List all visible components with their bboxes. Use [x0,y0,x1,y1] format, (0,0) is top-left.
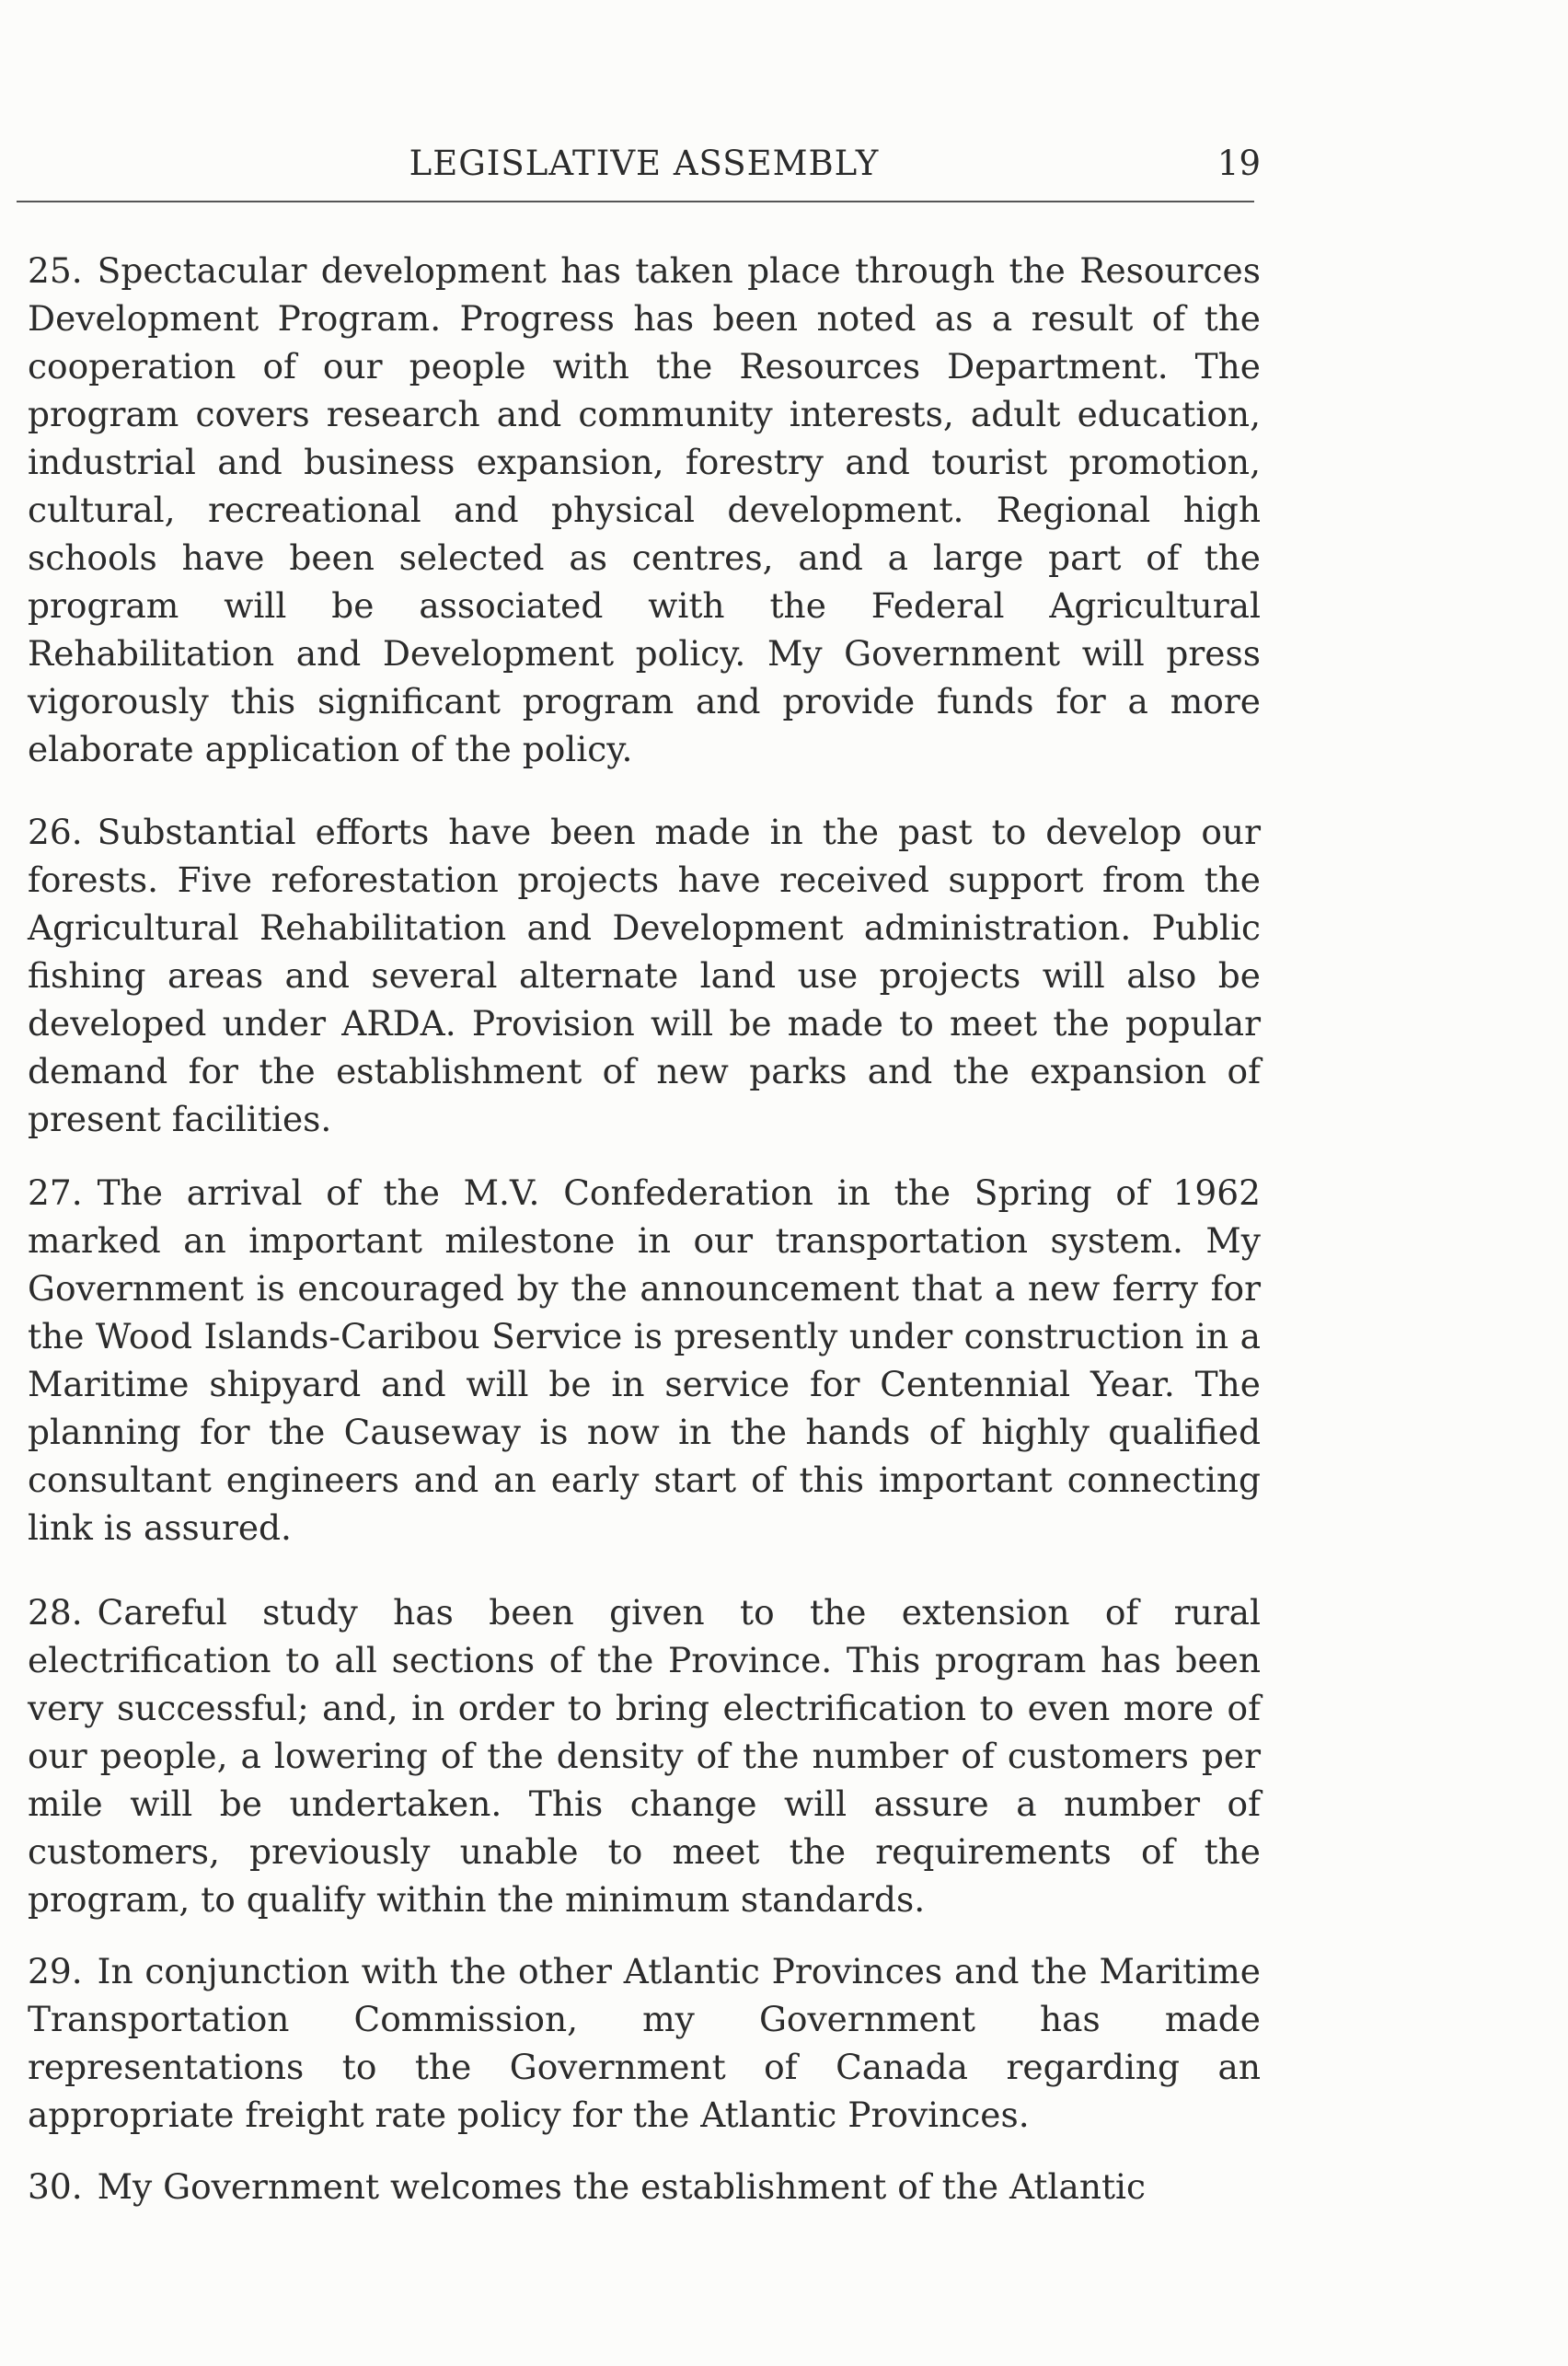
paragraph-text: Careful study has been given to the extension of rural electrification to all sections of the Province. This program has been very successful; and, in order to bring electrification to even more of our people, a lowering of the density of the number of customers per mile will be undertaken. This change will assure a number of customers, previously unable to meet the requirements of the program, to qualify within the minimum standards. [28,1592,1261,1920]
paragraph-number: 28. [28,1592,83,1633]
paragraph-text: Substantial efforts have been made in the past to develop our forests. Five reforestation projects have received support from the Agricultural Rehabilitation and Development administration. Public fishing areas and several alternate land use projects will also be developed under ARDA. Provision will be made to meet the popular demand for the establishment of new parks and the expansion of present facilities. [28,812,1261,1139]
paragraph-text: The arrival of the M.V. Confederation in the Spring of 1962 marked an important milestone in our transportation system. My Government is encouraged by the announcement that a new ferry for the Wood Islands-Caribou Service is presently under construction in a Maritime shipyard and will be in service for Centennial Year. The planning for the Causeway is now in the hands of highly qualified consultant engineers and an early start of this important connecting link is assured. [28,1172,1261,1548]
paragraph-text: Spectacular development has taken place through the Resources Development Program. Progress has been noted as a result of the cooperation of our people with the Resources Department. The program covers research and community interests, adult education, industrial and business expansion, forestry and tourist promotion, cultural, recreational and physical development. Regional high schools have been selected as centres, and a large part of the program will be associated with the Federal Agricultural Rehabilitation and Development policy. My Government will press vigorously this significant program and provide funds for a more elaborate application of the policy. [28,250,1261,769]
paragraph-28 [28,1588,1261,1923]
paragraph-number: 27. [28,1172,83,1213]
paragraph-30 [28,2163,1261,2210]
paragraph-27 [28,1169,1261,1552]
paragraph-number: 30. [28,2166,83,2207]
paragraph-29 [28,1947,1261,2139]
paragraph-number: 25. [28,250,83,291]
paragraph-26 [28,808,1261,1143]
paragraph-25 [28,247,1261,773]
page-header [28,138,1261,190]
paragraph-text: My Government welcomes the establishment of the Atlantic [97,2166,1147,2207]
paragraph-number: 29. [28,1951,83,1991]
paragraph-number: 26. [28,812,83,852]
running-title: LEGISLATIVE ASSEMBLY [409,144,880,183]
page-number: 19 [1216,144,1261,183]
paragraph-text: In conjunction with the other Atlantic Provinces and the Maritime Transportation Commission, my Government has made representations to the Government of Canada regarding an appropriate freight rate policy for the Atlantic Provinces. [28,1951,1261,2135]
header-rule [17,201,1254,202]
page-body [28,247,1261,2210]
